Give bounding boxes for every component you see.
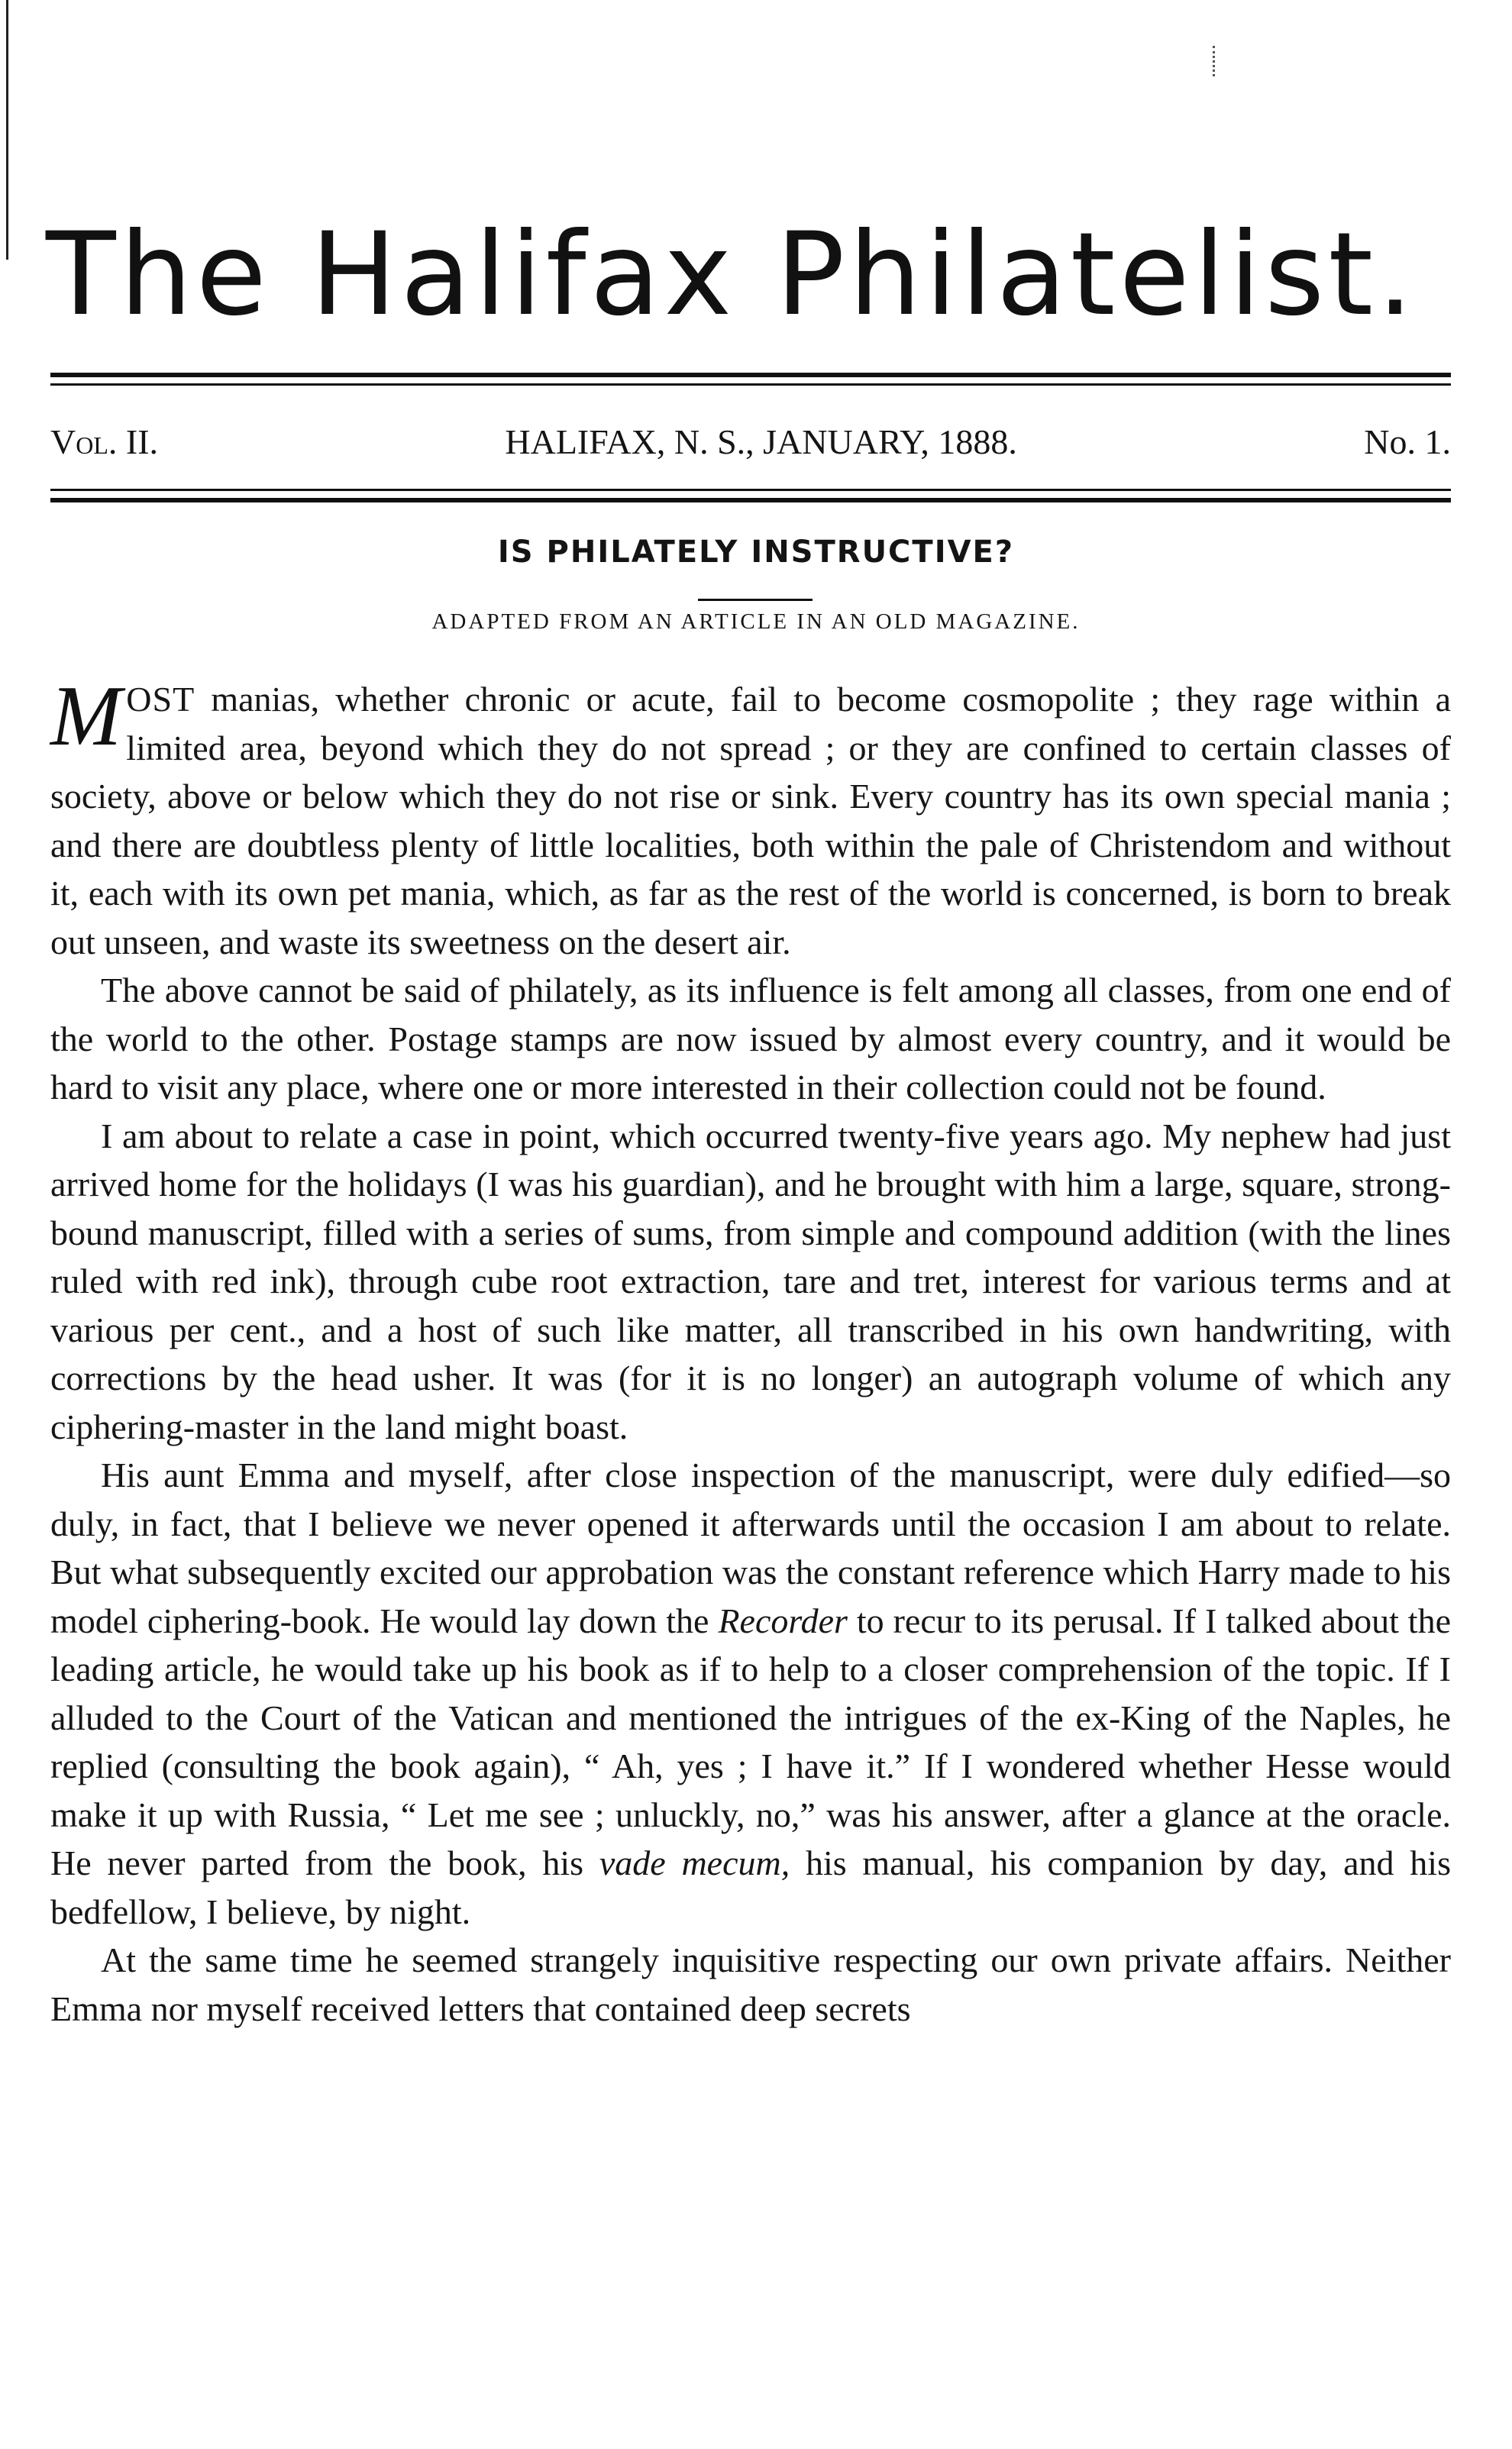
issue-rule-thick	[50, 498, 1451, 502]
title-divider	[698, 599, 813, 601]
lead-word: OST	[126, 680, 195, 719]
masthead-rule-thin	[50, 383, 1451, 386]
recorder-title: Recorder	[718, 1601, 848, 1640]
article-subtitle: ADAPTED FROM AN ARTICLE IN AN OLD MAGAZINE.	[431, 609, 1081, 634]
paragraph-1-text: manias, whether chronic or acute, fail to become cosmopolite ; they rage within a limited area, beyond which they do not spread ; or they are confined to certain classes of society, above or below which they do not rise or sink. Every country has its own special mania ; and there are doubtless plenty of little localities, both within the pale of Christendom and without it, each with its own pet mania, which, as far as the rest of the world is concerned, is born to break out unseen, and waste its sweetness on the desert air.	[50, 680, 1451, 961]
article-title: IS PHILATELY INSTRUCTIVE?	[497, 535, 1015, 570]
page-specks	[1213, 46, 1217, 76]
masthead-rule-thick	[50, 373, 1451, 377]
paragraph-4-text-b: to recur to its perusal. If I talked about the leading article, he would take up his book as if to help to a closer comprehension of the topic. If I alluded to the Court of the Vatican and mentioned the intrigues of the ex-King of the Naples, he replied (consulting the book again), “ Ah, yes ; I have it.” If I wondered whether Hesse would make it up with Russia, “ Let me see ; unluckly, no,” was his answer, after a glance at the oracle. He never parted from the book, his	[50, 1601, 1451, 1882]
paragraph-4-text-a: His aunt Emma and myself, after close inspection of the manuscript, were duly edified—so duly, in fact, that I believe we never opened it afterwards until the occasion I am about to relate. But what subsequently excited our approbation was the constant reference which Harry made to his model ciphering-book. He would lay down the	[50, 1456, 1451, 1640]
issue-number: No. 1.	[1364, 422, 1451, 461]
article-body	[50, 669, 1451, 2033]
drop-cap: M	[50, 669, 122, 764]
place-date: HALIFAX, N. S., JANUARY, 1888.	[505, 422, 1017, 461]
paragraph-2: The above cannot be said of philately, as its influence is felt among all classes, from one end of the world to the other. Postage stamps are now issued by almost every country, and it would be hard to visit any place, where one or more interested in their collection could not be found.	[50, 971, 1451, 1107]
volume-label: Vol. II.	[50, 422, 159, 461]
issue-rule-thin	[50, 489, 1451, 491]
issue-line	[50, 422, 1451, 461]
paragraph-4	[50, 1451, 1451, 1936]
paragraph-5: At the same time he seemed strangely inquisitive respecting our own private affairs. Neither Emma nor myself received letters that contained deep secrets	[50, 1940, 1451, 2028]
page-edge-line	[6, 0, 8, 260]
paragraph-3: I am about to relate a case in point, which occurred twenty-five years ago. My nephew had just arrived home for the holidays (I was his guardian), and he brought with him a large, square, strong-bound manuscript, filled with a series of sums, from simple and compound addition (with the lines ruled with red ink), through cube root extraction, tare and tret, interest for various terms and at various per cent., and a host of such like matter, all transcribed in his own handwriting, with corrections by the head usher. It was (for it is no longer) an autograph volume of which any ciphering-master in the land might boast.	[50, 1116, 1451, 1446]
paragraph-1	[50, 669, 1451, 966]
masthead-title: The Halifax Philatelist.	[46, 208, 1417, 341]
vade-mecum: vade mecum,	[599, 1843, 790, 1882]
paragraph-4-text-c: his manual, his companion by day, and his bedfellow, I believe, by night.	[50, 1843, 1451, 1931]
